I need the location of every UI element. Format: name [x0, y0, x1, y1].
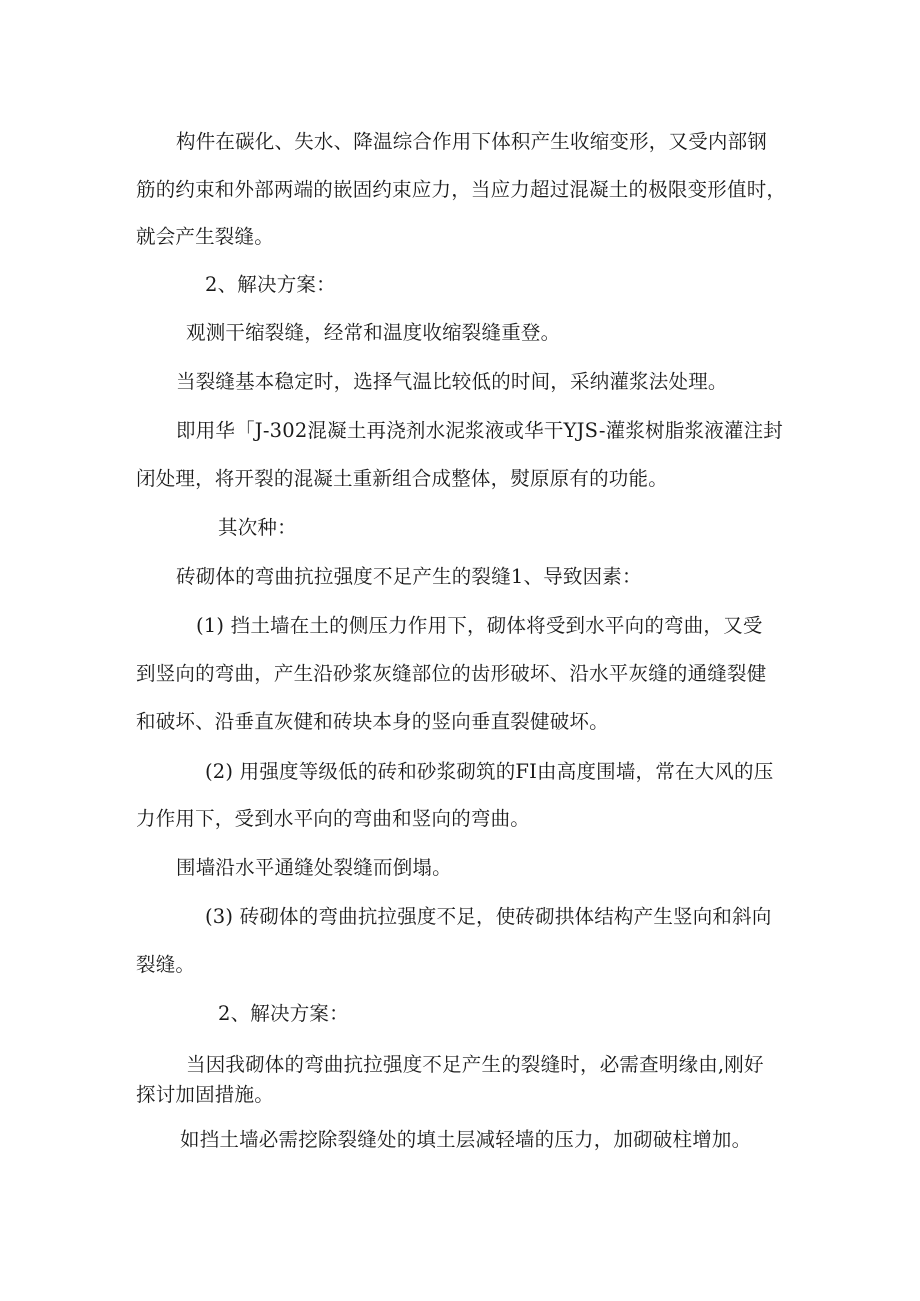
paragraph-line: (3) 砖砌体的弯曲抗拉强度不足，使砖砌拱体结构产生竖向和斜向: [205, 905, 772, 928]
paragraph-line: 探讨加固措施。: [136, 1083, 274, 1106]
paragraph-line: 和破坏、沿垂直灰健和砖块本身的竖向垂直裂健破坏。: [136, 710, 609, 733]
paragraph-line: 力作用下，受到水平向的弯曲和竖向的弯曲。: [136, 807, 531, 830]
paragraph-line: 当因我砌体的弯曲抗拉强度不足产生的裂缝时，必需查明缘由,刚好: [186, 1053, 764, 1076]
paragraph-line: 就会产生裂缝。: [136, 225, 274, 248]
paragraph-line: (2) 用强度等级低的砖和砂浆砌筑的FI由高度围墙，常在大风的压: [205, 760, 774, 783]
paragraph-line: 如挡土墙必需挖除裂缝处的填土层减轻墙的压力，加砌破柱增加。: [180, 1128, 752, 1151]
paragraph-line: 即用华「J-302混凝土再浇剂水泥浆液或华干YJS-灌浆树脂浆液灌注封: [176, 419, 783, 442]
paragraph-line: 筋的约束和外部两端的嵌固约束应力，当应力超过混凝土的极限变形值时，: [136, 178, 787, 201]
paragraph-line: 裂缝。: [136, 953, 196, 976]
section-heading: 2、解决方案：: [205, 273, 336, 296]
paragraph-line: 构件在碳化、失水、降温综合作用下体积产生收缩变形，又受内部钢: [176, 130, 768, 153]
paragraph-line: (1) 挡土墙在土的侧压力作用下，砌体将受到水平向的弯曲，又受: [196, 614, 763, 637]
section-heading: 2、解决方案：: [218, 1002, 349, 1025]
section-heading: 其次种：: [218, 516, 297, 539]
paragraph-line: 当裂缝基本稳定时，选择气温比较低的时间，采纳灌浆法处理。: [176, 370, 728, 393]
paragraph-line: 围墙沿水平通缝处裂缝而倒塌。: [176, 856, 452, 879]
paragraph-line: 到竖向的弯曲，产生沿砂浆灰缝部位的齿形破坏、沿水平灰缝的通缝裂健: [136, 662, 767, 685]
paragraph-line: 观测干缩裂缝，经常和温度收缩裂缝重登。: [186, 321, 561, 344]
paragraph-line: 砖砌体的弯曲抗拉强度不足产生的裂缝1、导致因素：: [176, 565, 642, 588]
paragraph-line: 闭处理，将开裂的混凝土重新组合成整体，熨原原有的功能。: [136, 467, 668, 490]
